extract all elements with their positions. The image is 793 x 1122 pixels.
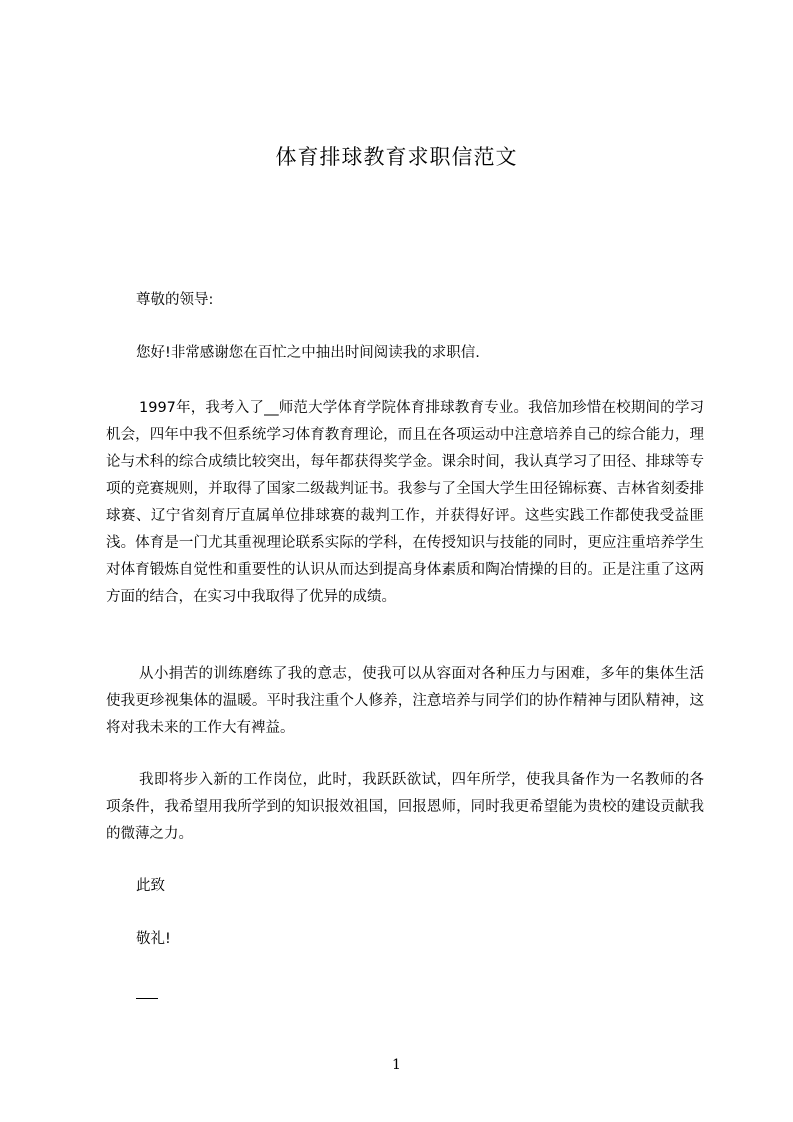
signature-line bbox=[136, 998, 158, 999]
paragraph-aspiration: 我即将步入新的工作岗位，此时，我跃跃欲试，四年所学，使我具备作为一名教师的各项条件，我希望用我所学到的知识报效祖国，回报恩师，同时我更希望能为贵校的建设贡献我的微薄之力。 bbox=[106, 772, 704, 842]
closing-cizhi: 此致 bbox=[136, 878, 165, 894]
paragraph-education: 1997年，我考入了__师范大学体育学院体育排球教育专业。我倍加珍惜在校期间的学习机会，四年中我不但系统学习体育教育理论，而且在各项运动中注意培养自己的综合能力，理论与术科的综合成绩比较突出，每年都获得奖学金。课余时间，我认真学习了田径、排球等专项的竞赛规则，并取得了国家二级裁判证书。我参与了全国大学生田径锦标赛、吉林省刻委排球赛、辽宁省刻育厅直属单位排球赛的裁判工作，并获得好评。这些实践工作都使我受益匪浅。体育是一门尤其重视理论联系实际的学科，在传授知识与技能的同时，更应注重培养学生对体育锻炼自觉性和重要性的认识从而达到提高身体素质和陶冶情操的目的。正是注重了这两方面的结合，在实习中我取得了优异的成绩。 bbox=[106, 400, 704, 605]
document-title: 体育排球教育求职信范文 bbox=[275, 145, 518, 169]
salutation: 尊敬的领导: bbox=[136, 292, 214, 308]
greeting: 您好!非常感谢您在百忙之中抽出时间阅读我的求职信. bbox=[136, 345, 480, 361]
page-number: 1 bbox=[392, 1057, 401, 1073]
closing-jingli: 敬礼! bbox=[136, 931, 171, 947]
paragraph-character: 从小捐苦的训练磨练了我的意志，使我可以从容面对各种压力与困难，多年的集体生活使我更珍视集体的温暖。平时我注重个人修养，注意培养与同学们的协作精神与团队精神，这将对我未来的工作大有裨益。 bbox=[106, 666, 704, 736]
